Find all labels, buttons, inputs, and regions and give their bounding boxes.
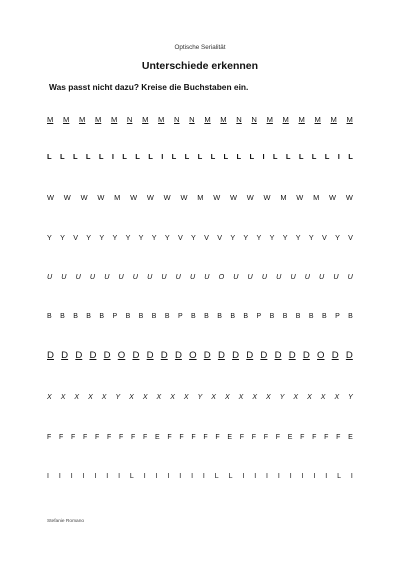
- letter[interactable]: X: [224, 394, 230, 401]
- letter[interactable]: Y: [230, 233, 236, 242]
- letter[interactable]: F: [191, 434, 196, 441]
- letter[interactable]: N: [251, 115, 257, 124]
- letter[interactable]: U: [189, 272, 196, 281]
- letter[interactable]: W: [80, 193, 88, 202]
- letter[interactable]: I: [266, 473, 268, 480]
- letter[interactable]: F: [324, 434, 329, 441]
- letter[interactable]: W: [329, 193, 337, 202]
- letter[interactable]: Y: [295, 233, 301, 242]
- letter[interactable]: D: [174, 350, 182, 361]
- letter[interactable]: F: [312, 434, 317, 441]
- letter[interactable]: M: [204, 115, 211, 124]
- letter[interactable]: Y: [138, 233, 144, 242]
- letter-row-x: [47, 394, 353, 401]
- letter[interactable]: B: [73, 313, 78, 320]
- letter[interactable]: F: [336, 434, 341, 441]
- letter[interactable]: X: [142, 394, 148, 401]
- letter[interactable]: B: [125, 313, 131, 320]
- letter[interactable]: B: [60, 313, 65, 320]
- letter[interactable]: V: [321, 233, 327, 242]
- letter[interactable]: F: [59, 434, 64, 441]
- letter[interactable]: L: [85, 152, 91, 161]
- letter[interactable]: Y: [279, 394, 285, 401]
- letter[interactable]: I: [106, 473, 109, 480]
- letter[interactable]: F: [71, 434, 76, 441]
- letter[interactable]: X: [88, 394, 93, 401]
- letter[interactable]: E: [287, 434, 293, 441]
- author-footer: Stefanie Romano: [47, 519, 85, 524]
- letter-row-w: [47, 194, 353, 201]
- letter[interactable]: L: [197, 152, 203, 161]
- letter[interactable]: B: [308, 313, 314, 320]
- letter[interactable]: I: [242, 473, 245, 480]
- letter[interactable]: F: [83, 434, 88, 441]
- letter[interactable]: M: [197, 193, 204, 202]
- letter[interactable]: L: [348, 152, 353, 161]
- letter-row-y: [47, 234, 353, 241]
- letter-row-l: [47, 153, 353, 161]
- letter[interactable]: L: [72, 152, 78, 161]
- letter[interactable]: I: [94, 473, 97, 480]
- letter[interactable]: L: [272, 152, 278, 161]
- letter[interactable]: X: [320, 394, 326, 401]
- letter[interactable]: O: [117, 350, 126, 361]
- letter[interactable]: D: [217, 350, 225, 361]
- letter-row-b: [47, 313, 353, 320]
- letter[interactable]: L: [171, 152, 177, 161]
- letter[interactable]: I: [350, 473, 353, 480]
- letter[interactable]: I: [289, 473, 292, 480]
- letter[interactable]: Y: [269, 233, 275, 242]
- letter[interactable]: M: [142, 115, 149, 124]
- letter[interactable]: L: [214, 473, 219, 480]
- letter[interactable]: Y: [151, 233, 157, 242]
- letter[interactable]: F: [119, 434, 124, 441]
- letter[interactable]: P: [256, 313, 262, 320]
- letter[interactable]: I: [191, 473, 194, 480]
- letter[interactable]: I: [47, 473, 49, 480]
- letter[interactable]: U: [233, 272, 239, 281]
- letter[interactable]: P: [177, 313, 183, 320]
- letter[interactable]: M: [62, 115, 70, 124]
- letter[interactable]: X: [252, 394, 257, 401]
- letter[interactable]: Y: [197, 394, 203, 401]
- letter[interactable]: D: [47, 350, 54, 361]
- letter[interactable]: I: [111, 152, 114, 161]
- letter[interactable]: B: [47, 313, 52, 320]
- letter[interactable]: X: [238, 394, 244, 401]
- letter[interactable]: I: [161, 152, 164, 161]
- letter[interactable]: D: [89, 350, 97, 361]
- letter[interactable]: X: [266, 394, 271, 401]
- letter[interactable]: E: [155, 434, 160, 441]
- letter[interactable]: D: [331, 350, 339, 361]
- letter[interactable]: I: [179, 473, 182, 480]
- letter[interactable]: P: [335, 313, 340, 320]
- letter[interactable]: L: [135, 152, 140, 161]
- letter[interactable]: M: [266, 115, 273, 124]
- letter[interactable]: B: [269, 313, 275, 320]
- letter[interactable]: L: [298, 152, 304, 161]
- letter[interactable]: B: [282, 313, 288, 320]
- letter[interactable]: L: [47, 152, 52, 161]
- letter[interactable]: U: [276, 272, 282, 281]
- letter[interactable]: D: [302, 350, 310, 361]
- letter[interactable]: U: [290, 272, 296, 281]
- letter[interactable]: W: [97, 193, 105, 202]
- letter[interactable]: F: [215, 434, 220, 441]
- letter[interactable]: I: [155, 473, 158, 480]
- letter[interactable]: W: [146, 193, 154, 202]
- letter[interactable]: D: [203, 350, 211, 361]
- letter[interactable]: F: [251, 434, 257, 441]
- letter[interactable]: U: [161, 272, 167, 281]
- letter[interactable]: X: [170, 394, 175, 401]
- letter[interactable]: I: [82, 473, 85, 480]
- letter[interactable]: L: [98, 152, 104, 161]
- letter[interactable]: D: [288, 350, 296, 361]
- letter[interactable]: Y: [47, 233, 52, 242]
- letter[interactable]: X: [183, 394, 189, 401]
- letter[interactable]: D: [75, 350, 83, 361]
- letter[interactable]: L: [148, 152, 153, 161]
- letter[interactable]: I: [254, 473, 257, 480]
- letter[interactable]: N: [126, 115, 133, 124]
- letter[interactable]: W: [296, 193, 304, 202]
- letter[interactable]: W: [130, 193, 138, 202]
- page-subtitle: Optische Serialität: [174, 44, 226, 51]
- letter[interactable]: I: [262, 152, 265, 161]
- letter[interactable]: I: [118, 473, 121, 480]
- letter[interactable]: P: [112, 313, 118, 320]
- letter[interactable]: M: [110, 115, 118, 124]
- letter[interactable]: W: [263, 193, 271, 202]
- letter[interactable]: I: [70, 473, 73, 480]
- letter[interactable]: D: [103, 350, 111, 361]
- letter-row-d: [47, 351, 353, 361]
- letter[interactable]: M: [158, 115, 165, 124]
- letter[interactable]: N: [189, 115, 195, 124]
- letter[interactable]: D: [274, 350, 282, 361]
- letter[interactable]: B: [230, 313, 235, 320]
- letter[interactable]: O: [317, 350, 325, 361]
- letter[interactable]: L: [228, 473, 233, 480]
- letter[interactable]: Y: [115, 394, 121, 401]
- letter[interactable]: F: [275, 434, 281, 441]
- letter[interactable]: U: [347, 272, 353, 281]
- letter[interactable]: I: [325, 473, 328, 480]
- letter[interactable]: U: [147, 272, 153, 281]
- letter[interactable]: M: [282, 115, 289, 124]
- letter[interactable]: F: [179, 434, 184, 441]
- letter[interactable]: U: [175, 272, 181, 281]
- letter[interactable]: D: [61, 350, 69, 361]
- letter[interactable]: M: [346, 115, 353, 124]
- letter[interactable]: D: [246, 350, 254, 361]
- letter[interactable]: X: [129, 394, 134, 401]
- letter[interactable]: Y: [99, 233, 105, 242]
- letter[interactable]: L: [285, 152, 291, 161]
- letter[interactable]: F: [300, 434, 305, 441]
- letter[interactable]: L: [337, 473, 342, 480]
- letter[interactable]: L: [59, 152, 65, 161]
- letter[interactable]: D: [345, 350, 353, 361]
- letter[interactable]: D: [232, 350, 240, 361]
- letter[interactable]: M: [94, 115, 102, 124]
- letter[interactable]: F: [131, 434, 136, 441]
- letter[interactable]: M: [314, 115, 321, 124]
- letter[interactable]: U: [261, 272, 268, 281]
- letter[interactable]: I: [167, 473, 170, 480]
- letter[interactable]: Y: [191, 233, 196, 242]
- letter[interactable]: X: [211, 394, 216, 401]
- letter[interactable]: M: [47, 115, 54, 124]
- letter[interactable]: B: [217, 313, 222, 320]
- letter[interactable]: D: [160, 350, 168, 361]
- letter[interactable]: X: [60, 394, 66, 401]
- letter[interactable]: W: [180, 193, 188, 202]
- letter[interactable]: U: [247, 272, 253, 281]
- letter[interactable]: L: [311, 152, 317, 161]
- letter[interactable]: Y: [308, 233, 314, 242]
- letter[interactable]: U: [89, 272, 96, 281]
- letter[interactable]: Y: [335, 233, 340, 242]
- letter[interactable]: Y: [348, 394, 353, 401]
- letter[interactable]: F: [107, 434, 112, 441]
- letter[interactable]: Y: [164, 233, 170, 242]
- letter[interactable]: F: [47, 434, 52, 441]
- letter[interactable]: L: [184, 152, 190, 161]
- letter[interactable]: L: [129, 473, 134, 480]
- letter[interactable]: V: [348, 233, 353, 242]
- letter[interactable]: X: [334, 394, 340, 401]
- letter[interactable]: X: [101, 394, 107, 401]
- letter[interactable]: W: [163, 193, 171, 202]
- letter[interactable]: Y: [86, 233, 92, 242]
- letter-row-f: [47, 434, 353, 441]
- letter-row-i: [47, 473, 353, 480]
- letter[interactable]: W: [63, 193, 71, 202]
- letter[interactable]: F: [203, 434, 208, 441]
- letter[interactable]: V: [73, 233, 78, 242]
- letter[interactable]: D: [260, 350, 268, 361]
- letter[interactable]: B: [99, 313, 105, 320]
- letter[interactable]: I: [202, 473, 205, 480]
- letter[interactable]: E: [348, 434, 353, 441]
- letter[interactable]: Y: [112, 233, 118, 242]
- letter[interactable]: N: [174, 115, 180, 124]
- letter[interactable]: L: [210, 152, 216, 161]
- letter[interactable]: B: [164, 313, 170, 320]
- letter[interactable]: L: [249, 152, 255, 161]
- letter[interactable]: I: [58, 473, 61, 480]
- letter[interactable]: V: [204, 233, 209, 242]
- letter[interactable]: U: [61, 272, 67, 281]
- letter[interactable]: W: [213, 193, 221, 202]
- letter[interactable]: Y: [60, 233, 65, 242]
- letter[interactable]: Y: [243, 233, 249, 242]
- letter[interactable]: W: [345, 193, 353, 202]
- letter[interactable]: L: [223, 152, 229, 161]
- letter[interactable]: B: [191, 313, 196, 320]
- letter[interactable]: X: [156, 394, 162, 401]
- letter-row-m: [47, 116, 353, 124]
- letter[interactable]: U: [104, 272, 110, 281]
- letter[interactable]: U: [132, 272, 138, 281]
- letter[interactable]: X: [74, 394, 80, 401]
- letter[interactable]: I: [337, 152, 340, 161]
- letter[interactable]: Y: [256, 233, 262, 242]
- letter[interactable]: U: [204, 272, 210, 281]
- letter[interactable]: B: [86, 313, 91, 320]
- letter[interactable]: D: [146, 350, 154, 361]
- letter[interactable]: M: [298, 115, 305, 124]
- letter[interactable]: U: [304, 272, 310, 281]
- task-instruction: Was passt nicht dazu? Kreise die Buchstaben ein.: [49, 82, 249, 92]
- letter[interactable]: B: [295, 313, 301, 320]
- letter[interactable]: L: [324, 152, 330, 161]
- letter[interactable]: X: [293, 394, 299, 401]
- letter[interactable]: B: [204, 313, 209, 320]
- letter[interactable]: B: [243, 313, 249, 320]
- letter[interactable]: X: [307, 394, 312, 401]
- letter[interactable]: F: [95, 434, 100, 441]
- letter[interactable]: B: [321, 313, 327, 320]
- letter[interactable]: L: [236, 152, 242, 161]
- letter[interactable]: F: [263, 434, 269, 441]
- letter[interactable]: N: [236, 115, 242, 124]
- letter[interactable]: M: [114, 193, 121, 202]
- letter[interactable]: M: [330, 115, 337, 124]
- letter[interactable]: M: [313, 193, 320, 202]
- letter[interactable]: M: [78, 115, 86, 124]
- letter[interactable]: V: [177, 233, 183, 242]
- letter[interactable]: X: [47, 394, 52, 401]
- page-title: Unterschiede erkennen: [141, 60, 259, 72]
- letter[interactable]: W: [229, 193, 237, 202]
- letter[interactable]: F: [167, 434, 172, 441]
- letter[interactable]: U: [333, 272, 339, 281]
- letter[interactable]: V: [217, 233, 223, 242]
- letter[interactable]: B: [348, 313, 353, 320]
- letter[interactable]: U: [319, 272, 325, 281]
- letter[interactable]: B: [151, 313, 157, 320]
- letter[interactable]: Y: [282, 233, 288, 242]
- letter[interactable]: Y: [125, 233, 131, 242]
- letter[interactable]: W: [246, 193, 254, 202]
- letter[interactable]: O: [218, 272, 225, 281]
- letter[interactable]: M: [280, 193, 287, 202]
- letter[interactable]: U: [47, 272, 53, 281]
- letter[interactable]: I: [277, 473, 280, 480]
- letter[interactable]: M: [220, 115, 227, 124]
- letter[interactable]: F: [239, 434, 245, 441]
- letter[interactable]: D: [132, 350, 140, 361]
- letter-row-u: [47, 273, 353, 280]
- letter[interactable]: I: [301, 473, 304, 480]
- letter[interactable]: W: [47, 193, 54, 202]
- letter[interactable]: I: [143, 473, 146, 480]
- letter[interactable]: U: [118, 272, 124, 281]
- letter[interactable]: F: [143, 434, 148, 441]
- letter[interactable]: U: [75, 272, 81, 281]
- letter[interactable]: B: [138, 313, 144, 320]
- letter[interactable]: I: [313, 473, 316, 480]
- letter[interactable]: O: [189, 350, 197, 361]
- letter[interactable]: E: [227, 434, 233, 441]
- letter[interactable]: L: [122, 152, 127, 161]
